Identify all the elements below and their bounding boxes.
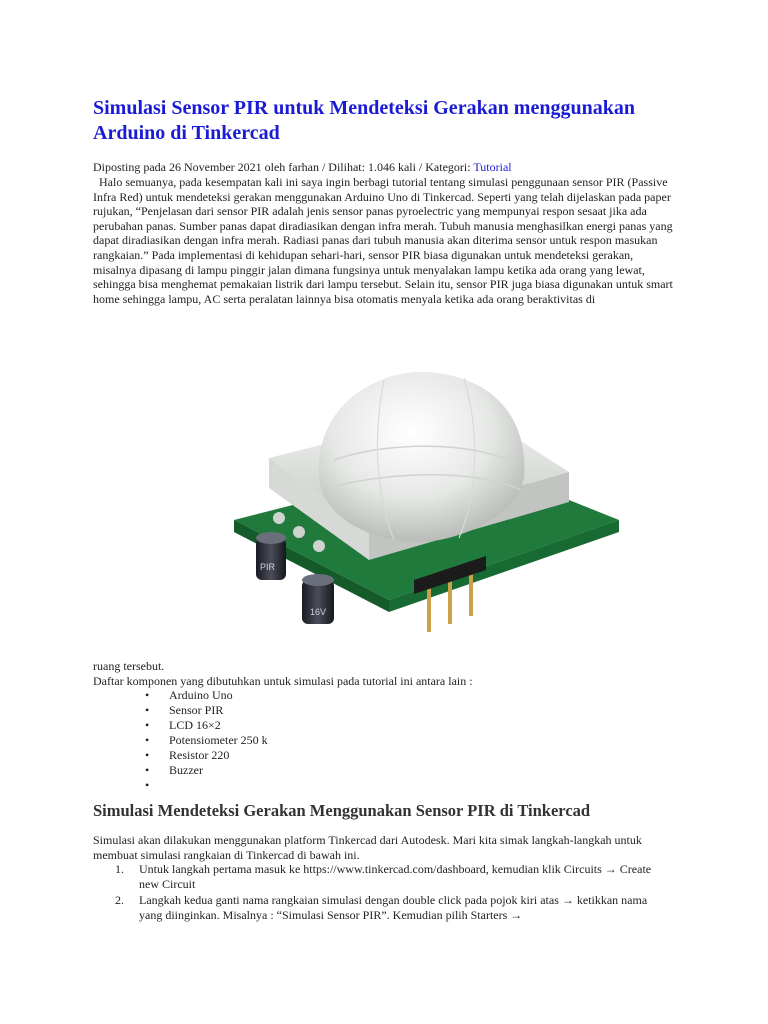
list-item — [93, 763, 593, 778]
list-item — [93, 778, 593, 793]
section-intro-text: Simulasi akan dilakukan menggunakan platform Tinkercad dari Autodesk. Mari kita simak langkah-langkah untuk membuat simulasi rangkaian di Tinkercad di bawah ini. — [93, 833, 642, 862]
bullet-icon: • — [145, 748, 150, 762]
bullet-icon: • — [145, 703, 150, 717]
list-item — [93, 862, 653, 892]
intro-text: Halo semuanya, pada kesempatan kali ini saya ingin berbagi tutorial tentang simulasi penggunaan sensor PIR (Passive Infra Red) untuk mendeteksi gerakan menggunakan Arduino Uno di Tinkercad. Seperti yang telah dijelaskan pada paper rujukan, “Penjelasan dari sensor PIR adalah jenis sensor panas pyroelectric yang mempunyai respon sesaat jika ada perubahan panas. Sumber panas dapat diradiasikan dengan infra merah. Tubuh manusia menghasilkan energi panas yang dapat diradiasikan dengan infra merah. Radiasi panas dari tubuh manusia akan diterima sensor untuk respon masukan rangkaian.” Pada implementasi di kehidupan sehari-hari, sensor PIR biasa digunakan untuk mendeteksi gerakan, misalnya dipasang di lampu pinggir jalan dimana fungsinya untuk menyalakan lampu ketika ada orang yang lewat, sehingga bisa menghemat pemakaian listrik dari lampu tersebut. Selain itu, sensor PIR juga biasa digunakan untuk smart home sehingga lampu, AC serta peralatan lainnya bisa otomatis menyala ketika ada orang beraktivitas di — [93, 175, 673, 306]
pir-sensor-image — [224, 360, 644, 650]
list-item — [93, 718, 593, 733]
components-list — [93, 688, 593, 793]
component-label: Sensor PIR — [169, 703, 224, 717]
post-meta-text: Diposting pada 26 November 2021 oleh farhan / Dilihat: 1.046 kali / Kategori: — [93, 160, 474, 174]
intro-paragraph — [93, 175, 673, 306]
section-heading: Simulasi Mendeteksi Gerakan Menggunakan Sensor PIR di Tinkercad — [93, 801, 591, 820]
component-label: Arduino Uno — [169, 688, 233, 702]
section-intro — [93, 833, 653, 863]
capacitor-right — [302, 580, 334, 624]
step-number: 1. — [115, 862, 124, 876]
step-text: Langkah kedua ganti nama rangkaian simulasi dengan double click pada pojok kiri atas → ketikkan nama yang diinginkan. Misalnya : “Simulasi Sensor PIR”. Kemudian pilih Starters → — [139, 893, 648, 922]
step-number: 2. — [115, 893, 124, 907]
component-label: Resistor 220 — [169, 748, 230, 762]
fresnel-dome — [319, 372, 525, 542]
category-link[interactable]: Tutorial — [473, 160, 512, 174]
list-item — [93, 893, 653, 923]
bullet-icon: • — [145, 688, 150, 702]
component-label: Potensiometer 250 k — [169, 733, 268, 747]
bullet-icon: • — [145, 733, 150, 747]
capacitor-voltage-label: 16V — [310, 607, 327, 617]
list-item — [93, 688, 593, 703]
pir-sensor-illustration — [224, 360, 644, 650]
intro-continuation: ruang tersebut. — [93, 659, 165, 673]
capacitor-label: PIR — [260, 562, 276, 572]
component-label: LCD 16×2 — [169, 718, 221, 732]
article-title[interactable]: Simulasi Sensor PIR untuk Mendeteksi Gerakan menggunakan Arduino di Tinkercad — [93, 97, 635, 144]
list-item — [93, 703, 593, 718]
after-image-text — [93, 659, 673, 689]
list-item — [93, 748, 593, 763]
bullet-icon: • — [145, 778, 150, 792]
bullet-icon: • — [145, 718, 150, 732]
list-item — [93, 733, 593, 748]
capacitor-left — [256, 538, 286, 580]
step-text: Untuk langkah pertama masuk ke https://www.tinkercad.com/dashboard, kemudian klik Circuits → Create new Circuit — [139, 862, 652, 891]
bullet-icon: • — [145, 763, 150, 777]
steps-list — [93, 862, 653, 924]
post-meta — [93, 160, 673, 175]
components-intro: Daftar komponen yang dibutuhkan untuk simulasi pada tutorial ini antara lain : — [93, 674, 473, 688]
component-label: Buzzer — [169, 763, 203, 777]
